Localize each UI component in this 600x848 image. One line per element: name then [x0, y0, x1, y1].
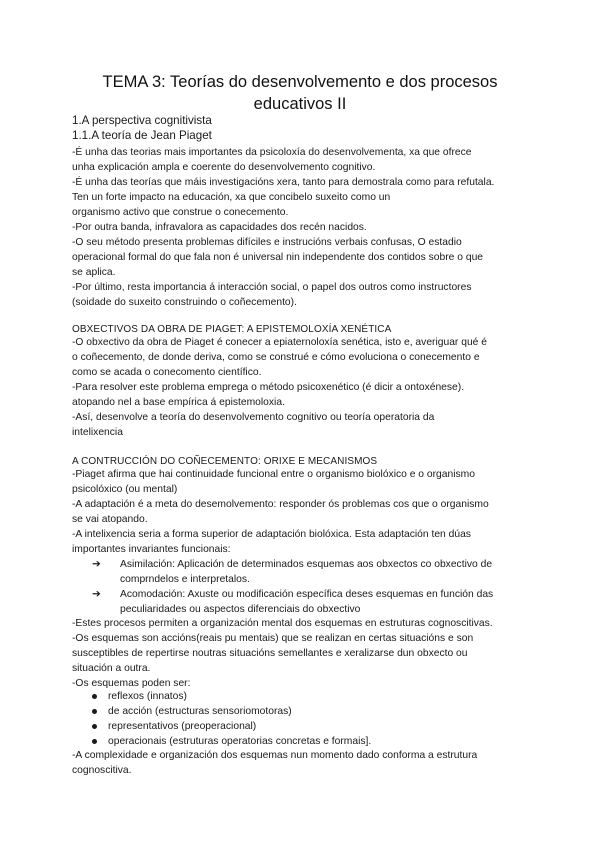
section-heading-perspectiva: 1.A perspectiva cognitivista [72, 114, 212, 127]
bullet-icon [92, 724, 97, 729]
bullet-icon [92, 709, 97, 714]
list-item-accion [92, 704, 532, 719]
arrow-right-icon: ➔ [92, 589, 101, 600]
paragraph-obxectivos: -O obxectivo da obra de Piaget é conecer a epiaternoloxía senética, isto e, averiguar qué é o coñecemento, de donde deriva, como se construé e cómo evoluciona o conecemento e como se acada o conecomento científico. -Para resolver este problema emprega o método psicoxenético (é dicir a ontoxénese). atopando nel a base empírica á epistemoloxia. -Así, desenvolve a teoría do desenvolvemento cognitivo ou teoría operatoria da intelixencia [72, 337, 487, 438]
list-item-acomodacion [92, 587, 532, 617]
page-title: TEMA 3: Teorías do desenvolvemento e dos procesos educativos II [102, 73, 498, 113]
list-item-text: Acomodación: Axuste ou modificación específica deses esquemas en función das peculiaridades ou aspectos diferenciais do obxectivo [120, 589, 494, 615]
section-heading-construccion: A CONTRUCCIÓN DO COÑECEMENTO: ORIXE E MECANISMOS [72, 456, 378, 467]
list-item-reflexos [92, 689, 532, 704]
list-item-text: Asimilación: Aplicación de determinados esquemas aos obxectos co obxectivo de comprndelos e interpretalos. [120, 559, 493, 585]
list-item-text: operacionais (estruturas operatorias concretas e formais]. [108, 736, 372, 747]
list-item-operacionais [92, 734, 532, 749]
paragraph-piaget-intro: -É unha das teorias mais importantes da psicoloxía do desenvolvementa, xa que ofrece unha explicación ampla e coerente do desenvolvemento cognitivo. -É unha das teorías que máis investigacións xera, tanto para demostrala como para refutala. Ten un forte impacto na educación, xa que concibelo suxeito como un organismo activo que construe o conecemento. -Por outra banda, infravalora as capacidades dos recén nacidos. -O seu método presenta problemas difíciles e instrucións verbais confusas, O estadio operacional formal do que fala non é universal nin independente dos contidos sobre o que se aplica. -Por último, resta importancia á interacción social, o papel dos outros como instructores (soidade do suxeito construindo o coñecemento). [72, 147, 495, 308]
subsection-heading-piaget: 1.1.A teoría de Jean Piaget [72, 129, 212, 142]
list-item-representativos [92, 719, 532, 734]
list-item-text: reflexos (innatos) [108, 691, 187, 702]
paragraph-construccion: -Piaget afirma que hai continuidade funcional entre o organismo biolóxico e o organismo psicolóxico (ou mental) -A adaptación é a meta do desemolvemento: responder ós problemas cos que o organismo se vai atopando. -A intelixencia seria a forma superior de adaptación biolóxica. Esta adaptación ten dúas importantes invariantes funcionais: [72, 469, 489, 555]
bullet-icon [92, 739, 97, 744]
paragraph-esquemas: -Estes procesos permiten a organización mental dos esquemas en estruturas cognoscitivas. -Os esquemas son accións(reais pu mentais) que se realizan en certas situacións e son susceptibles de repertirse noutras situacións semellantes e xeralizarse dun obxecto ou situación a outra. -Os esquemas poden ser: [72, 618, 493, 689]
bullet-icon [92, 694, 97, 699]
list-item-text: representativos (preoperacional) [108, 721, 257, 732]
arrow-right-icon: ➔ [92, 559, 101, 570]
section-heading-obxectivos: OBXECTIVOS DA OBRA DE PIAGET: A EPISTEMOLOXÍA XENÉTICA [72, 324, 392, 335]
list-item-asimilacion [92, 557, 532, 587]
paragraph-complexidade: -A complexidade e organización dos esquemas nun momento dado conforma a estrutura cognoscitiva. [72, 750, 478, 776]
list-item-text: de acción (estructuras sensoriomotoras) [108, 706, 292, 717]
